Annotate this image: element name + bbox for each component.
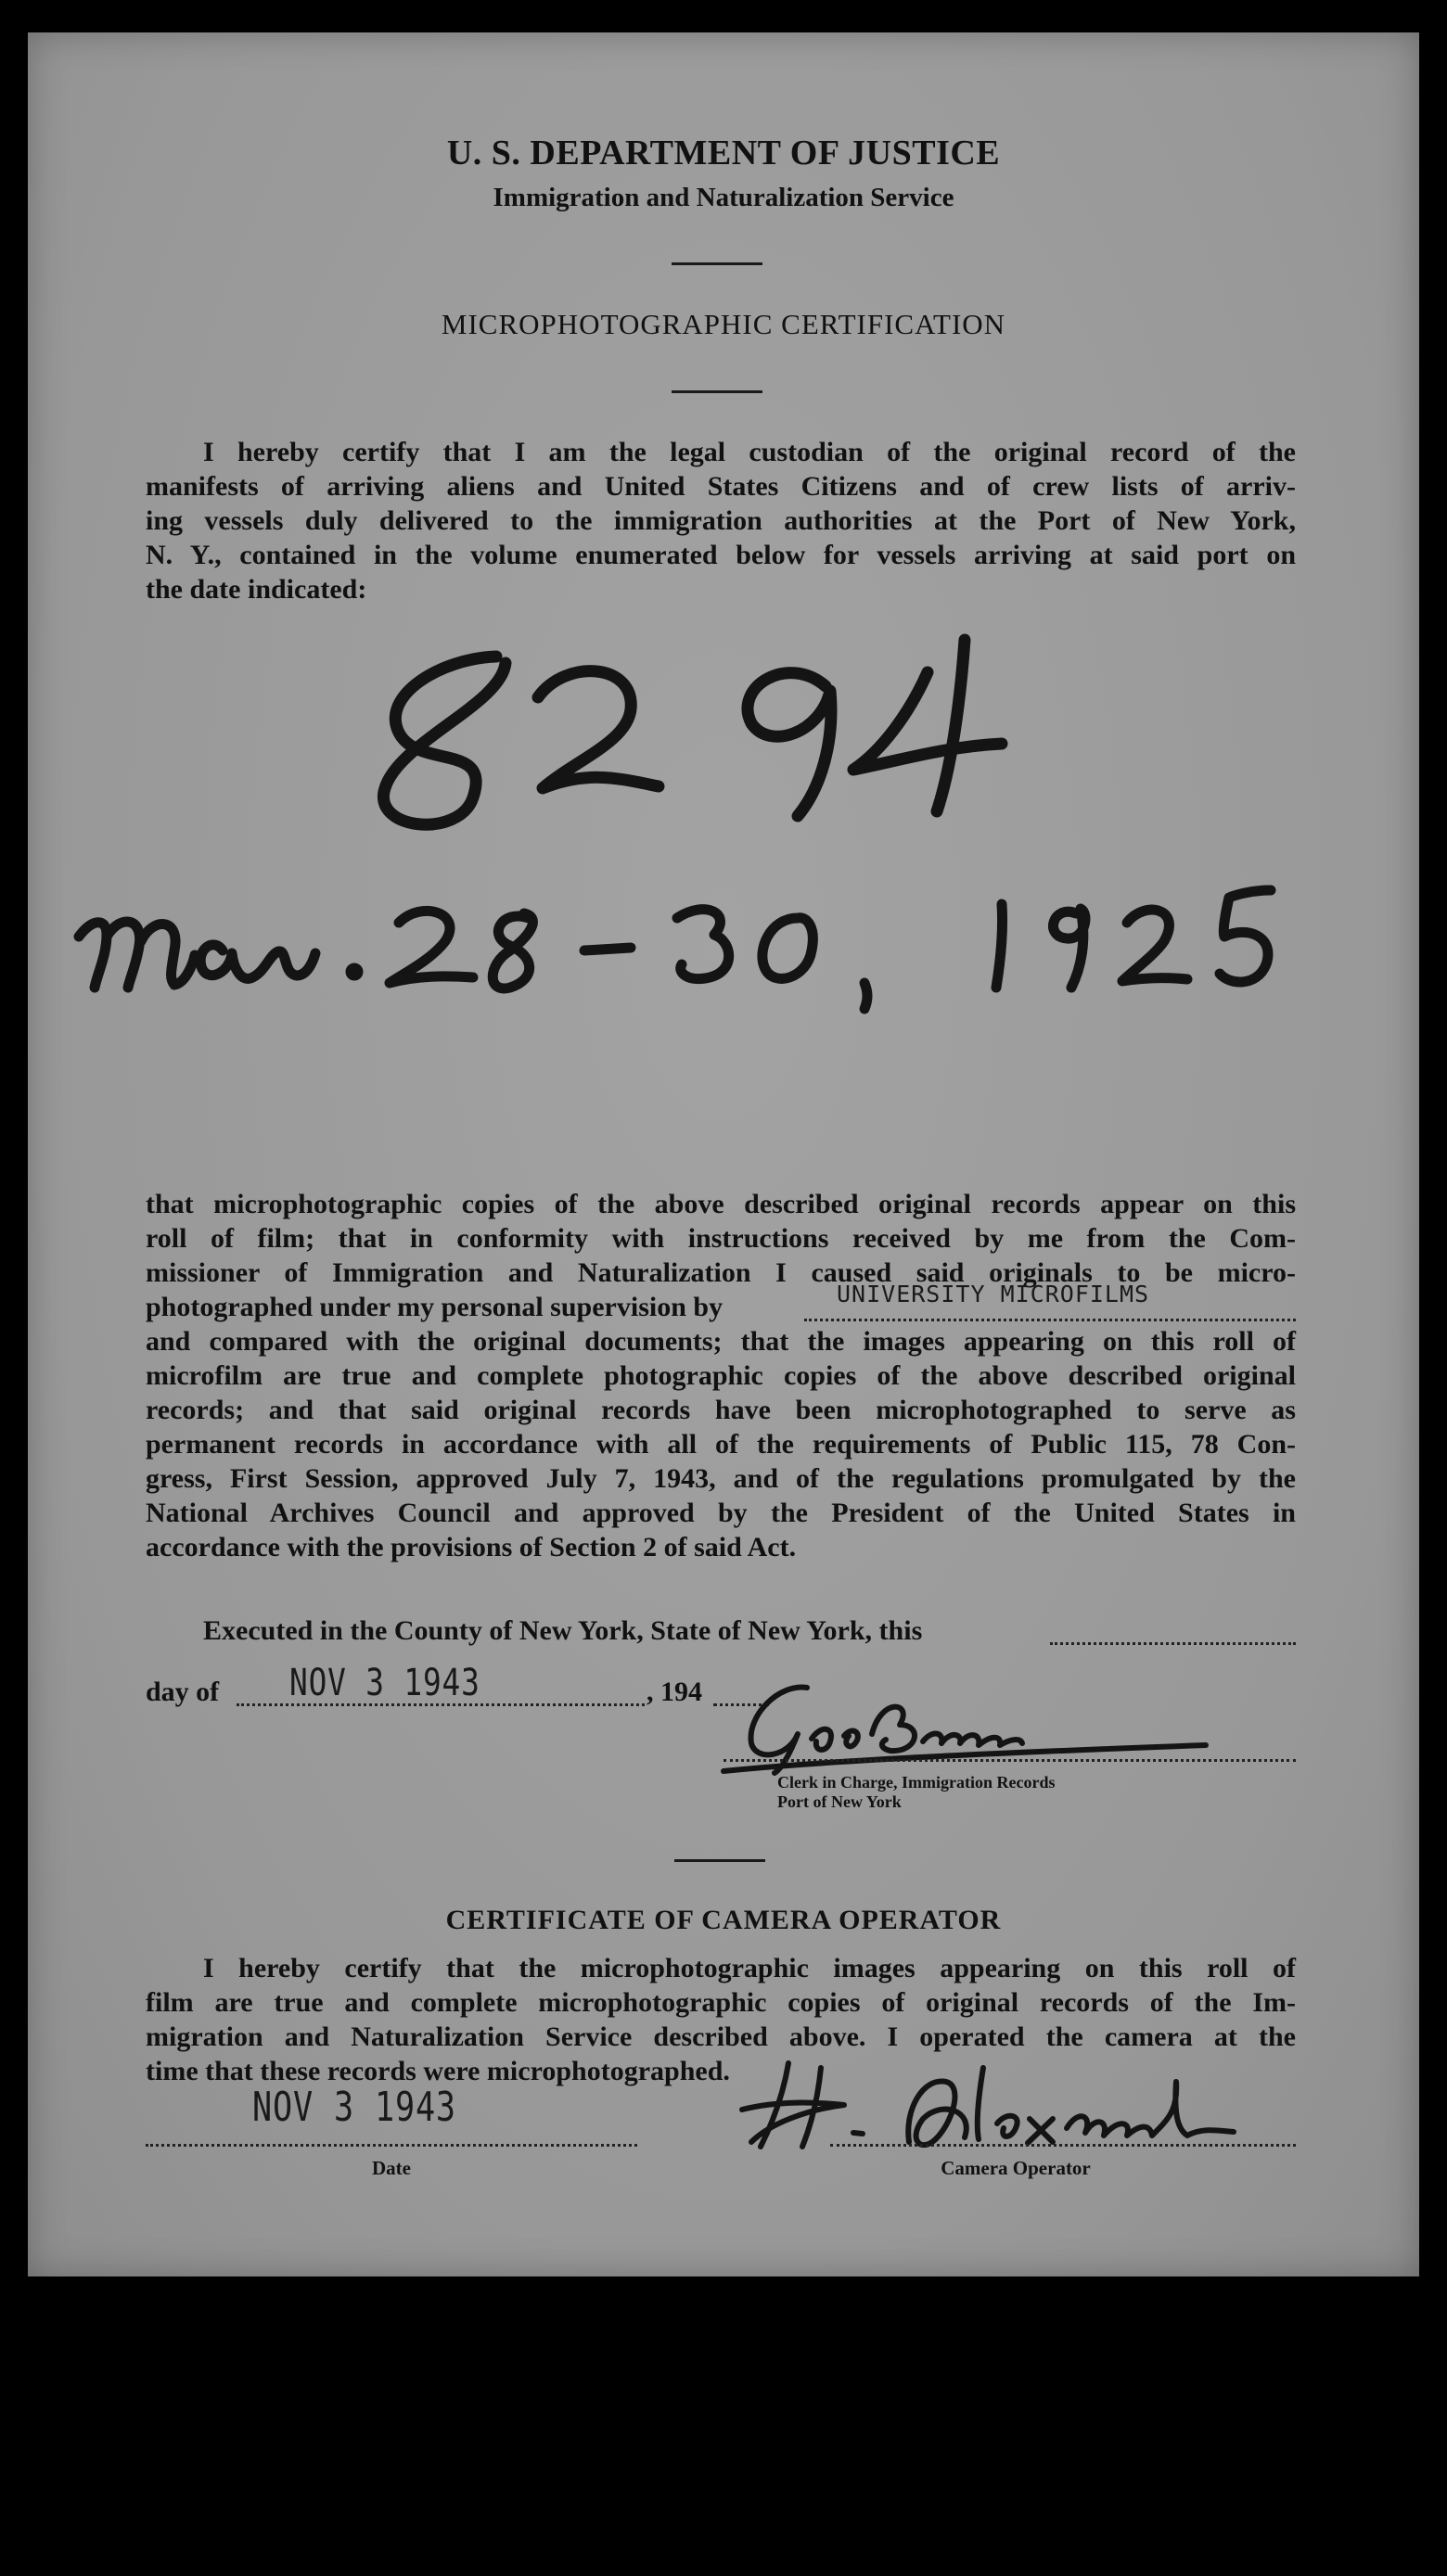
service-subheading: Immigration and Naturalization Service [493,183,954,212]
body-line: permanent records in accordance with all of the requirements of Public 115, 78 Con- [146,1429,1296,1460]
fill-in-dotted-line [1050,1641,1296,1645]
clerk-signature [724,1669,1206,1780]
executed-text: Executed in the County of New York, State of New York, this [203,1615,923,1646]
intro-line: N. Y., contained in the volume enumerated below for vessels arriving at said port on [146,540,1296,570]
intro-line: manifests of arriving aliens and United States Citizens and of crew lists of arriv- [146,471,1296,502]
intro-paragraph [146,435,1296,606]
intro-line: ing vessels duly delivered to the immigration authorities at the Port of New York, [146,505,1296,536]
department-heading: U. S. DEPARTMENT OF JUSTICE [446,134,1001,172]
body-line: microfilm are true and complete photographic copies of the above described original [146,1360,1296,1391]
camera-certificate-title: CERTIFICATE OF CAMERA OPERATOR [445,1905,1002,1935]
body-line: records; and that said original records have been microphotographed to serve as [146,1395,1296,1425]
date-label: Date [372,2157,411,2179]
body-line: roll of film; that in conformity with instructions received by me from the Com- [146,1223,1296,1254]
divider-rule [672,390,762,393]
body-paragraph [146,1187,1296,1290]
supervision-prefix: photographed under my personal supervision by [146,1292,724,1322]
body-paragraph-continued [146,1324,1296,1564]
body-line: missioner of Immigration and Naturalization I caused said originals to be micro- [146,1257,1296,1288]
signature-dotted-line [830,2143,1296,2147]
day-of-label: day of [146,1677,220,1707]
certification-title: MICROPHOTOGRAPHIC CERTIFICATION [441,308,1006,340]
camera-line: film are true and complete microphotographic copies of original records of the Im- [146,1987,1296,2018]
body-line: National Archives Council and approved by the President of the United States in [146,1498,1296,1528]
intro-line: I hereby certify that I am the legal custodian of the original record of the [203,437,1296,467]
microfilm-company-stamp: UNIVERSITY MICROFILMS [837,1281,1150,1307]
body-line: and compared with the original documents; that the images appearing on this roll of [146,1326,1296,1357]
camera-date-stamp: NOV 3 1943 [252,2084,456,2131]
camera-line: I hereby certify that the microphotographic images appearing on this roll of [203,1953,1296,1983]
signature-dotted-line [724,1758,1296,1762]
divider-rule [672,262,762,265]
operator-signature [733,2054,1252,2165]
body-line: accordance with the provisions of Section 2 of said Act. [146,1532,797,1562]
clerk-title [777,1773,1055,1812]
camera-line: migration and Naturalization Service described above. I operated the camera at the [146,2021,1296,2052]
handwritten-date-range [65,862,1382,1029]
divider-rule [674,1859,765,1862]
intro-line: the date indicated: [146,574,367,605]
camera-line: time that these records were microphotographed. [146,2056,730,2086]
date-dotted-line [146,2143,637,2147]
clerk-title-line: Port of New York [777,1792,902,1811]
handwritten-volume-number [352,631,1095,853]
executed-date-stamp: NOV 3 1943 [289,1662,480,1704]
executed-line [146,1613,1296,1651]
supervision-line [146,1281,1296,1327]
year-prefix: , 194 [647,1677,702,1707]
day-of-line [146,1662,795,1715]
body-line: gress, First Session, approved July 7, 1943, and of the regulations promulgated by the [146,1463,1296,1494]
fill-in-dotted-line [804,1318,1296,1321]
certificate-page [28,32,1419,2276]
camera-operator-label: Camera Operator [941,2157,1091,2179]
clerk-title-line: Clerk in Charge, Immigration Records [777,1773,1056,1792]
body-line: that microphotographic copies of the above described original records appear on this [146,1189,1296,1219]
